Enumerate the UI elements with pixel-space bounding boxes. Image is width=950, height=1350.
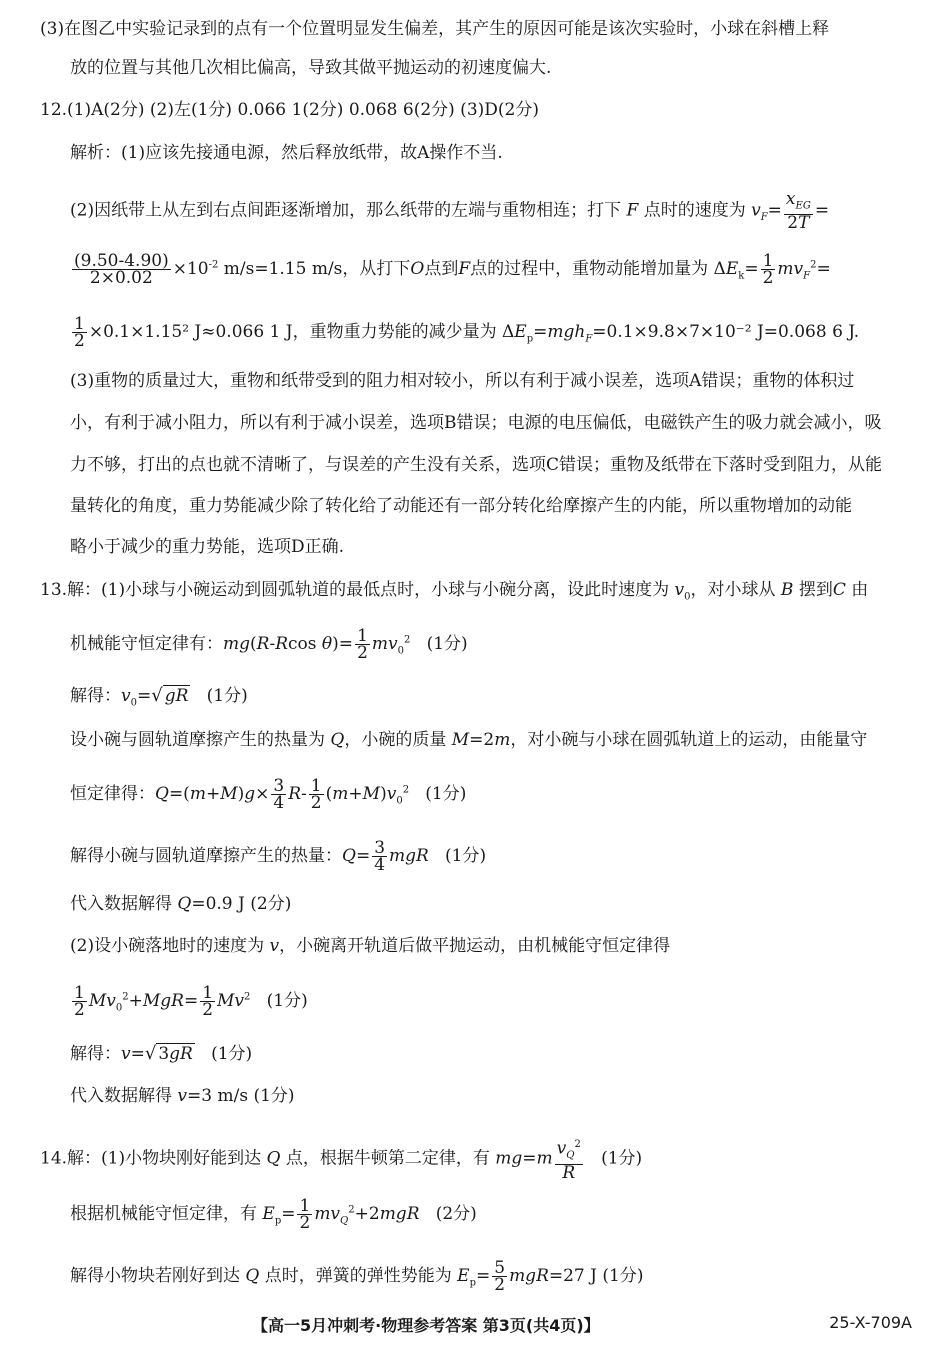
text: 解得：: [70, 686, 121, 706]
text-line: 解得：$v_0=√$ gR (1分): [70, 685, 248, 709]
fraction: $\frac{1}{2}$: [310, 776, 322, 813]
fraction: $\frac{1}{2}$: [762, 251, 774, 288]
text-line: 解得：v=√ 3gR (1分): [70, 1043, 253, 1064]
text: 解得：: [70, 1044, 121, 1064]
answer-line-12: [40, 98, 539, 122]
text-line: 代入数据解得 Q=0.9 J (2分): [70, 894, 292, 914]
text: 点，根据牛顿第二定律，有: [285, 1148, 490, 1169]
text: ×0.1×1.15² J≈0.066 1 J，重物重力势能的减少量为: [88, 322, 497, 342]
footer-title: 【高一5月冲刺考·物理参考答案 第3页(共4页)】: [252, 1316, 600, 1335]
text: (1分): [206, 686, 248, 706]
fraction: $\frac{1}{2}$: [202, 983, 214, 1020]
text: 机械能守恒定律有：: [70, 634, 223, 654]
text: 点时，弹簧的弹性势能为: [264, 1266, 452, 1286]
text: 设小碗与圆轨道摩擦产生的热量为: [70, 730, 325, 750]
text: =3 m/s (1分): [187, 1086, 295, 1106]
fraction: $\frac{1}{2}$: [299, 1196, 311, 1233]
text-line: 恒定律得：Q=(m+M)g× $\frac{3}{4}$ R- $\frac{1}{2}$ $(m+M)v_0^2$ (1分): [70, 776, 467, 813]
text-line: [70, 411, 882, 435]
text: 根据机械能守恒定律，有: [70, 1204, 257, 1224]
text: (1分): [266, 991, 308, 1011]
text: (2)因纸带上从左到右点间距逐渐增加，那么纸带的左端与重物相连；打下: [70, 200, 622, 221]
text: 略小于减少的重力势能，选项D正确.: [70, 537, 345, 557]
text: 12.(1)A(2分) (2)左(1分) 0.066 1(2分) 0.068 6(2分) (3)D(2分): [40, 100, 539, 120]
footer-code: 25-X-709A: [829, 1313, 912, 1332]
text: 点到: [424, 259, 459, 279]
text: 力不够，打出的点也就不清晰了，与误差的产生没有关系，选项C错误；重物及纸带在下落时受到阻力，从能: [70, 455, 883, 475]
fraction: $\frac{v_Q^2}{R}$: [556, 1138, 581, 1184]
text-line: 根据机械能守恒定律，有 $E_p=$ $\frac{1}{2}$ $mv_Q^2+2mgR$ (2分): [70, 1196, 477, 1233]
text: ，对小球从: [690, 580, 776, 600]
text-line: (2)因纸带上从左到右点间距逐渐增加，那么纸带的左端与重物相连；打下 F 点时的速度为 $v_F=$ $x_{EG}$ 2T =: [70, 189, 830, 234]
text: =27 J (1分): [548, 1266, 644, 1286]
text: 代入数据解得: [70, 1086, 172, 1106]
text: (1分): [426, 634, 468, 654]
text-line: [70, 369, 854, 393]
text: 解得小物块若刚好到达: [70, 1266, 240, 1286]
text: (1分): [445, 846, 487, 866]
sqrt: √ gR: [151, 685, 189, 706]
text-line: $\frac{(9.50-4.90)}{2\times 0.02}$ $\times 10^{-2}$ m/s=1.15 m/s，从打下O点到F点的过程中，重物动能增加量为 $\Delta E_k=$ $\frac{1}{2}$ $mv_F^2=$: [74, 251, 831, 288]
text: ，小碗的质量: [344, 730, 447, 750]
fraction: $\frac{1}{2}$: [74, 983, 85, 1020]
text: 解得小碗与圆轨道摩擦产生的热量：: [70, 846, 342, 866]
text: 点时的速度为: [643, 200, 746, 221]
fraction: $\frac{3}{4}$: [374, 838, 386, 875]
answer-line-13: 13.解：(1)小球与小碗运动到圆弧轨道的最低点时，小球与小碗分离，设此时速度为 $v_0$，对小球从 B 摆到C 由: [40, 580, 869, 603]
text-line: $\frac{1}{2}$ ×0.1×1.15² J≈0.066 1 J，重物重力势能的减少量为 $\Delta E_p=mgh_F=0.1\times 9.8\times 7\times 10^{-2}$ J=0.068 6 J.: [74, 314, 860, 351]
text: 代入数据解得: [70, 894, 172, 914]
text: 放的位置与其他几次相比偏高，导致其做平抛运动的初速度偏大.: [70, 58, 552, 78]
text: 点的过程中，重物动能增加量为: [470, 259, 709, 279]
answer-line-14: 14.解：(1)小物块刚好能到达 Q 点，根据牛顿第二定律，有 mg=m $\frac{v_Q^2}{R}$ (1分): [40, 1138, 643, 1184]
text: ，对小碗与小球在圆弧轨道上的运动，由能量守: [510, 730, 868, 750]
text-line: [70, 535, 344, 559]
text: 13.解：(1)小球与小碗运动到圆弧轨道的最低点时，小球与小碗分离，设此时速度为: [40, 580, 670, 600]
text: (3)重物的质量过大，重物和纸带受到的阻力相对较小，所以有利于减小误差，选项A错误；重物的体积过: [70, 371, 855, 391]
text: (3)在图乙中实验记录到的点有一个位置明显发生偏差，其产生的原因可能是该次实验时，小球在斜槽上释: [40, 19, 830, 39]
text: =0.1×9.8×7×10⁻² J=0.068 6 J.: [592, 322, 860, 342]
text: 恒定律得：: [70, 784, 155, 804]
text: m/s=1.15 m/s，从打下: [223, 259, 411, 279]
text-line: $\frac{1}{2}$ $Mv_0^2+MgR=$ $\frac{1}{2}$ Mv$^2$ (1分): [74, 983, 308, 1020]
text-line: [40, 17, 829, 41]
fraction: $\frac{1}{2}$: [357, 626, 368, 663]
fraction: $\frac{5}{2}$: [494, 1258, 506, 1295]
fraction: $\frac{(9.50-4.90)}{2\times 0.02}$: [74, 251, 169, 288]
text: 由: [851, 580, 869, 600]
text: 摆到: [798, 580, 833, 600]
text-line: 解得小物块若刚好到达 Q 点时，弹簧的弹性势能为 $E_p=$ $\frac{5}{2}$ mgR=27 J (1分): [70, 1258, 644, 1295]
text: (1分): [211, 1044, 253, 1064]
text: 14.解：(1)小物块刚好能到达: [40, 1148, 262, 1169]
text: (1分): [601, 1148, 643, 1169]
text-line: [70, 141, 503, 165]
text-line: [70, 494, 852, 518]
text-line: 设小碗与圆轨道摩擦产生的热量为 Q，小碗的质量 M=2m，对小碗与小球在圆弧轨道上的运动，由能量守: [70, 730, 868, 750]
text: 解析：(1)应该先接通电源，然后释放纸带，故A操作不当.: [70, 143, 503, 163]
text-line: [70, 56, 551, 80]
text-line: 机械能守恒定律有：mg(R-Rcos θ)= $\frac{1}{2}$ $mv_0^2$ (1分): [70, 626, 468, 663]
fraction: $\frac{3}{4}$: [273, 776, 285, 813]
fraction: $\frac{1}{2}$: [74, 314, 85, 351]
text: (1分): [425, 784, 467, 804]
text: 量转化的角度，重力势能减少除了转化给了动能还有一部分转化给摩擦产生的内能，所以重物增加的动能: [70, 496, 852, 516]
text: (2分): [435, 1204, 477, 1224]
text: (2)设小碗落地时的速度为: [70, 936, 265, 956]
text-line: (2)设小碗落地时的速度为 v，小碗离开轨道后做平抛运动，由机械能守恒定律得: [70, 936, 671, 956]
text-line: 代入数据解得 v=3 m/s (1分): [70, 1086, 295, 1106]
text-line: 解得小碗与圆轨道摩擦产生的热量：Q= $\frac{3}{4}$ mgR (1分): [70, 838, 487, 875]
page-footer: [0, 1313, 950, 1339]
text: 小，有利于减小阻力，所以有利于减小误差，选项B错误；电源的电压偏低，电磁铁产生的吸力就会减小，吸: [70, 413, 882, 433]
text-line: [70, 453, 882, 477]
sqrt: √ 3gR: [144, 1043, 193, 1064]
text: =0.9 J (2分): [191, 894, 292, 914]
text: ，小碗离开轨道后做平抛运动，由机械能守恒定律得: [279, 936, 671, 956]
fraction: $x_{EG}$ 2T: [785, 189, 811, 234]
